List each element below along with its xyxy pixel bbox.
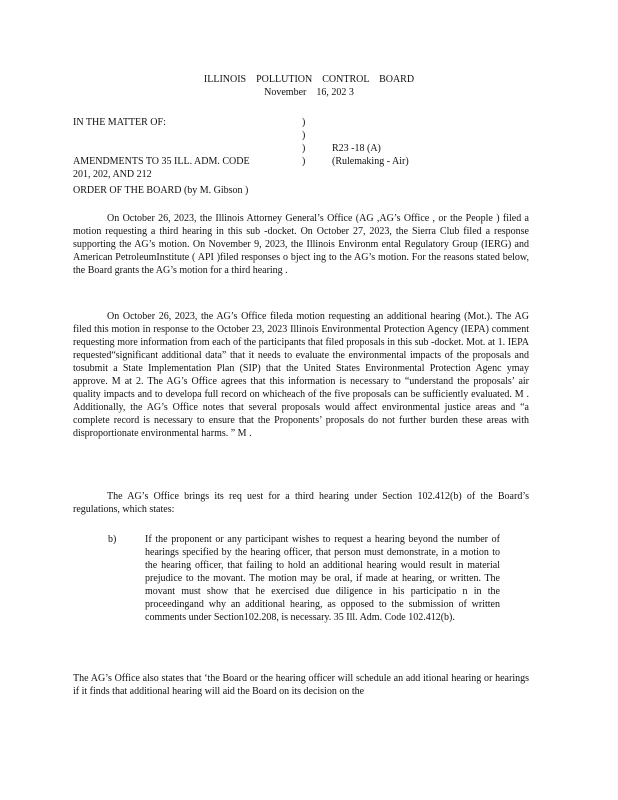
caption-paren: ) <box>302 156 306 167</box>
document-header <box>0 73 618 99</box>
quote-text: If the proponent or any participant wishes to request a hearing beyond the number of hearings specified by the hearing officer, that person must demonstrate, in a motion to the hearing officer, that failing to hold an additional hearing would result in material prejudice to the movant. The motion may be oral, if made at hearing, or written. The movant must show that he exercised due diligence in his participatio n in the proceedingand why an additional hearing, as opposed to the submission of written comments under Section102.208, is necessary. 35 Ill. Adm. Code 102.412(b). <box>145 534 500 623</box>
rulemaking-type: (Rulemaking - Air) <box>332 156 409 167</box>
caption-paren: ) <box>302 130 306 141</box>
case-caption <box>73 116 298 181</box>
amendments-line-2: 201, 202, AND 212 <box>73 169 152 180</box>
order-title: ORDER OF THE BOARD (by M. Gibson ) <box>73 185 249 196</box>
caption-parentheses <box>302 116 314 168</box>
paragraph-1: On October 26, 2023, the Illinois Attorney General’s Office (AG ,AG’s Office , or the People ) filed a motion requesting a third hearing in this sub -docket. On October 27, 2023, the Sierra Club filed a response supporting the AG’s motion. On November 9, 2023, the Illinois Environm ental Regulatory Group (IERG) and American PetroleumInstitute ( API )filed responses o bject ing to the AG’s motion. For the reasons stated below, the Board grants the AG’s motion for a third hearing . <box>73 213 529 276</box>
docket-number: R23 -18 (A) <box>332 143 381 154</box>
amendments-line-1: AMENDMENTS TO 35 ILL. ADM. CODE <box>73 156 250 167</box>
paragraph-3: The AG’s Office brings its req uest for a third hearing under Section 102.412(b) of the Board’s regulations, which states: <box>73 491 529 515</box>
caption-paren: ) <box>302 143 306 154</box>
docket-info <box>332 142 532 168</box>
board-name: ILLINOIS POLLUTION CONTROL BOARD <box>203 74 415 85</box>
quote-label: b) <box>108 534 117 545</box>
caption-paren: ) <box>302 117 306 128</box>
in-the-matter: IN THE MATTER OF: <box>73 117 166 128</box>
paragraph-4: The AG’s Office also states that ‘the Board or the hearing officer will schedule an add itional hearing or hearings if it finds that additional hearing will aid the Board on its decision on the <box>73 673 529 697</box>
paragraph-2: On October 26, 2023, the AG’s Office fileda motion requesting an additional hearing (Mot.). The AG filed this motion in response to the October 23, 2023 Illinois Environmental Protection Agency (IEPA) comment requesting more information from each of the participants that filed proposals in this sub -docket. Mot. at 1. IEPA requested“significant additional data” that it needs to evaluate the environmental impacts of the proposals and tosubmit a State Implementation Plan (SIP) that the United States Environmental Protection Agenc ymay approve. M at 2. The AG’s Office agrees that this information is necessary to “understand the proposals’ air quality impacts and to developa full record on whicheach of the five proposals can be sufficiently evaluated. M . Additionally, the AG’s Office notes that several proposals would affect environmental justice areas and “a complete record is necessary to ensure that the Proponents’ proposals do not further burden these areas with disproportionate environmental harms. ” M . <box>73 311 529 439</box>
document-date: November 16, 202 3 <box>264 87 354 98</box>
